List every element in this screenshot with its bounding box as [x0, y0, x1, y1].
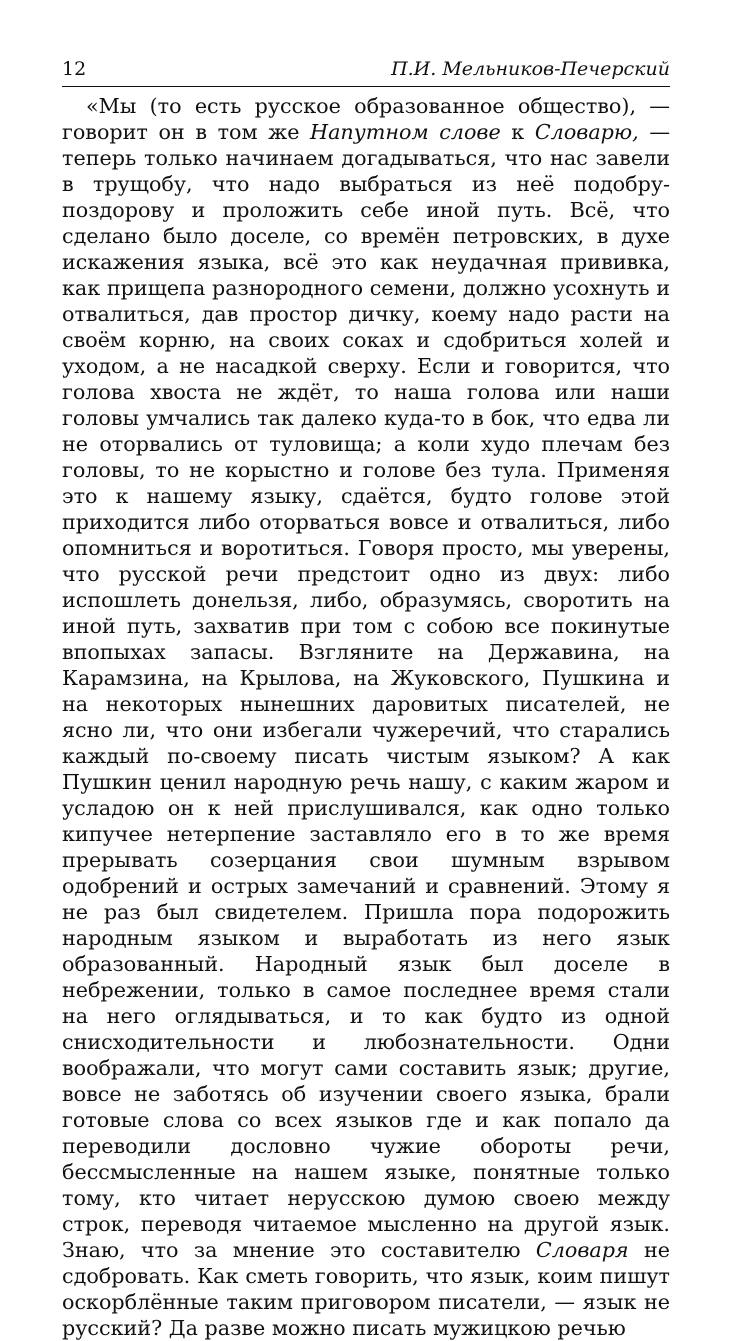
running-head [62, 52, 670, 87]
text-segment-4: не сдобровать. Как сметь говорить, что язык, коим пишут оскорблённые таким приговором писатели, — язык не русский? Да разве можно писать мужицкою речью [62, 1238, 670, 1340]
text-segment-1: «Мы (то есть русское образованное общество), — говорит он в том же [62, 94, 670, 144]
italic-title-naputnoe-slovo: Напутном слове [310, 120, 501, 144]
italic-title-slovarya: Словаря [535, 1238, 629, 1262]
running-title: П.И. Мельников-Печерский [391, 58, 670, 80]
book-page [62, 52, 671, 1340]
text-segment-2: к [500, 120, 535, 144]
page-number: 12 [62, 58, 87, 80]
text-segment-3: — теперь только начинаем догадываться, что нас завели в трущобу, что надо выбраться из неё подобру-поздорову и проложить себе иной путь. Всё, что сделано было доселе, со времён петровских, в духе искажения языка, всё это как неудачная прививка, как прищепа разнородного семени, должно усохнуть и отвалиться, дав простор дичку, коему надо расти на своём корню, на своих соках и сдобриться холей и уходом, а не насадкой сверху. Если и говорится, что голова хвоста не ждёт, то наша голова или наши головы умчались так далеко куда-то в бок, что едва ли не оторвались от туловища; а коли худо плечам без головы, то не корыстно и голове без тула. Применяя это к нашему языку, сдаётся, будто голове этой приходится либо оторваться вовсе и отвалиться, либо опомниться и воротиться. Говоря просто, мы уверены, что русской речи предстоит одно из двух: либо испошлеть донельзя, либо, образумясь, своротить на иной путь, захватив при том с собою все покинутые впопыхах запасы. Взгляните на Державина, на Карамзина, на Крылова, на Жуковского, Пушкина и на некоторых нынешних даровитых писателей, не ясно ли, что они избегали чужеречий, что старались каждый по-своему писать чистым языком? А как Пушкин ценил народную речь нашу, с каким жаром и усладою он к ней прислушивался, как одно только кипучее нетерпение заставляло его в то же время прерывать созерцания свои шумным взрывом одобрений и острых замечаний и сравнений. Этому я не раз был свидетелем. Пришла пора подорожить народным языком и выработать из него язык образованный. Народный язык был доселе в небрежении, только в самое последнее время стали на него оглядываться, и то как будто из одной снисходительности и любознательности. Одни воображали, что могут сами составить язык; другие, вовсе не заботясь об изучении своего языка, брали готовые слова со всех языков где и как попало да переводили дословно чужие обороты речи, бессмысленные на нашем языке, понятные только тому, кто читает нерусскою думою своею между строк, переводя читаемое мысленно на другой язык. Знаю, что за мнение это составителю [62, 120, 671, 1262]
body-paragraph [62, 93, 670, 1341]
italic-title-slovar: Словарю, [534, 120, 639, 144]
